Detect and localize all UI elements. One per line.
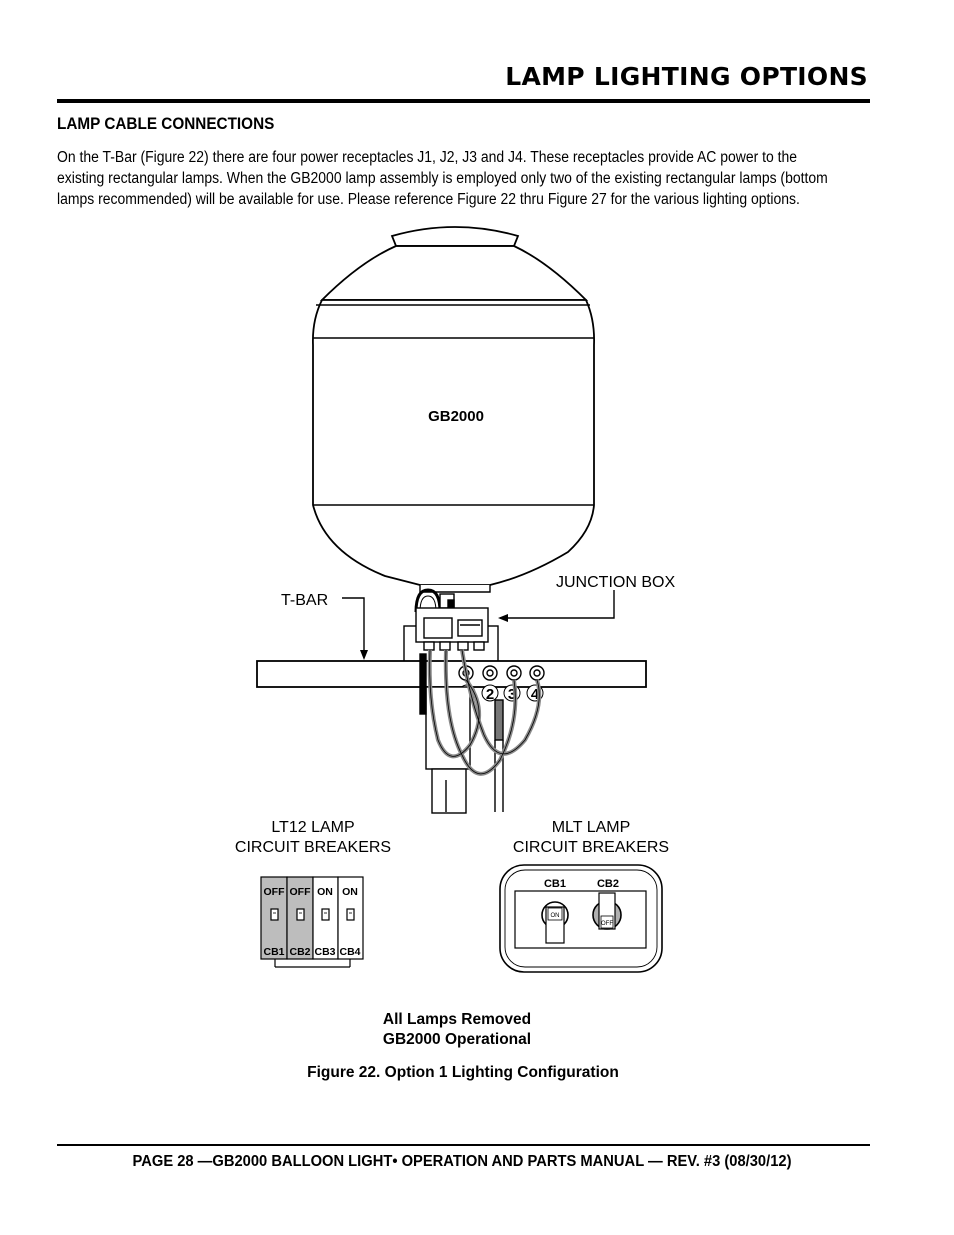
lt12-cb2-name: CB2 [289, 946, 311, 958]
body-line: On the T-Bar (Figure 22) there are four power receptacles J1, J2, J3 and J4. These receptacles provide AC power to the [57, 149, 798, 166]
body-line: existing rectangular lamps. When the GB2000 lamp assembly is employed only two of the existing rectangular lamps (bottom [57, 170, 828, 187]
receptacle-number: 2 [485, 686, 495, 703]
mlt-cb2-switch-text: OFF [601, 921, 613, 927]
footer-text: PAGE 28 —GB2000 BALLOON LIGHT• OPERATION AND PARTS MANUAL — REV. #3 (08/30/12) [132, 1153, 792, 1170]
junction-box-leader [500, 590, 614, 618]
mlt-cb1-label: CB1 [543, 878, 567, 890]
mlt-cb1-switch-text: ON [550, 913, 560, 919]
lt12-cb4-state: ON [342, 886, 358, 898]
junction-box [404, 590, 498, 662]
mlt-title-line1: MLT LAMP [551, 819, 631, 836]
lt12-cb1-state: OFF [263, 886, 285, 898]
junction-box-arrow [498, 614, 508, 622]
body-line: lamps recommended) will be available for use. Please reference Figure 22 thru Figure 27 for the various lighting options. [57, 191, 800, 208]
tbar-label: T-BAR [281, 592, 329, 609]
lt12-cb2-state: OFF [289, 886, 311, 898]
lt12-title-line1: LT12 LAMP [271, 819, 355, 836]
receptacle-number: 4 [530, 686, 540, 703]
figure-caption: Figure 22. Option 1 Lighting Configuration [307, 1064, 619, 1081]
lt12-cb4-name: CB4 [339, 946, 361, 958]
junction-box-label: JUNCTION BOX [556, 574, 676, 591]
page-title: LAMP LIGHTING OPTIONS [505, 62, 868, 91]
lt12-cb3-name: CB3 [314, 946, 336, 958]
section-heading: LAMP CABLE CONNECTIONS [57, 114, 275, 133]
t-bar [257, 661, 646, 687]
tbar-arrow [360, 650, 368, 660]
lt12-cb1-name: CB1 [263, 946, 285, 958]
footer-rule [57, 1144, 870, 1146]
receptacle-number: 3 [507, 686, 517, 703]
mlt-breaker-panel [500, 865, 662, 972]
status-line1: All Lamps Removed [382, 1011, 532, 1028]
tbar-leader [342, 598, 364, 657]
mlt-cb2-label: CB2 [596, 878, 620, 890]
lt12-cb3-state: ON [317, 886, 333, 898]
balloon-label: GB2000 [428, 408, 484, 425]
lt12-title-line2: CIRCUIT BREAKERS [234, 839, 392, 856]
mlt-title-line2: CIRCUIT BREAKERS [512, 839, 670, 856]
status-line2: GB2000 Operational [382, 1031, 532, 1048]
